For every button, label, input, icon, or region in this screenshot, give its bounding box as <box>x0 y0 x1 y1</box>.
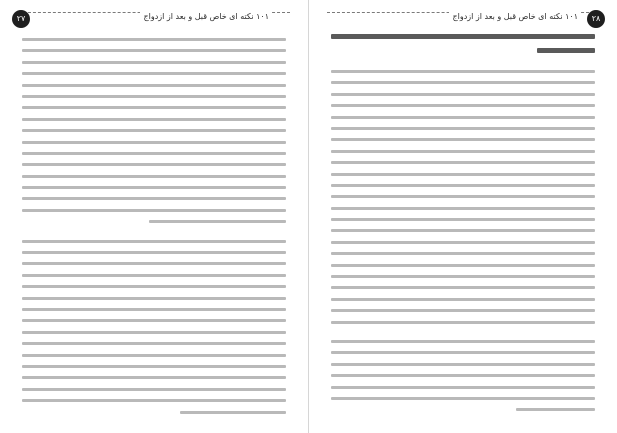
text-placeholder-line <box>331 81 595 84</box>
text-placeholder-line <box>22 399 286 402</box>
text-placeholder-line <box>22 376 286 379</box>
text-placeholder-line <box>331 241 595 244</box>
heading-placeholder-line <box>537 48 595 53</box>
page-header <box>325 12 601 26</box>
text-placeholder-line <box>22 251 286 254</box>
text-placeholder-line <box>331 184 595 187</box>
paragraph-gap <box>331 332 595 340</box>
text-placeholder-line <box>331 286 595 289</box>
text-placeholder-line <box>331 127 595 130</box>
text-placeholder-line <box>331 298 595 301</box>
left-page <box>0 0 308 433</box>
text-placeholder-line <box>331 386 595 389</box>
text-placeholder-line <box>331 309 595 312</box>
text-placeholder-line <box>331 397 595 400</box>
paragraph-gap <box>22 232 286 240</box>
text-placeholder-line <box>22 308 286 311</box>
body-text-placeholder <box>331 34 595 420</box>
text-placeholder-line <box>331 229 595 232</box>
text-placeholder-line <box>22 141 286 144</box>
text-placeholder-line <box>331 351 595 354</box>
text-placeholder-line <box>22 197 286 200</box>
text-placeholder-line <box>22 129 286 132</box>
text-placeholder-line <box>22 319 286 322</box>
text-placeholder-line <box>22 72 286 75</box>
text-placeholder-line <box>331 150 595 153</box>
text-placeholder-line <box>331 264 595 267</box>
page-number: ۲۷ <box>12 10 30 28</box>
text-placeholder-line <box>22 186 286 189</box>
text-placeholder-line <box>331 218 595 221</box>
text-placeholder-line <box>22 38 286 41</box>
text-placeholder-line <box>22 388 286 391</box>
text-placeholder-line <box>331 340 595 343</box>
text-placeholder-line <box>331 363 595 366</box>
text-placeholder-line <box>22 240 286 243</box>
running-title: ۱۰۱ نکته ای خاص قبل و بعد از ازدواج <box>140 12 272 22</box>
text-placeholder-line <box>22 152 286 155</box>
text-placeholder-line <box>331 161 595 164</box>
text-placeholder-line <box>22 106 286 109</box>
paragraph-gap <box>331 62 595 70</box>
text-placeholder-line <box>22 365 286 368</box>
text-placeholder-line <box>22 118 286 121</box>
text-placeholder-line <box>331 207 595 210</box>
text-placeholder-line <box>22 49 286 52</box>
text-placeholder-line <box>22 331 286 334</box>
text-placeholder-line <box>22 61 286 64</box>
text-placeholder-line <box>22 297 286 300</box>
text-placeholder-line <box>22 274 286 277</box>
body-text-placeholder <box>22 38 286 422</box>
text-placeholder-line <box>331 275 595 278</box>
text-placeholder-line <box>331 93 595 96</box>
text-placeholder-line <box>22 285 286 288</box>
text-placeholder-line <box>22 354 286 357</box>
text-placeholder-line <box>22 175 286 178</box>
text-placeholder-line <box>22 95 286 98</box>
page-header <box>16 12 292 26</box>
text-placeholder-line <box>331 173 595 176</box>
text-placeholder-line <box>331 104 595 107</box>
text-placeholder-line <box>22 84 286 87</box>
text-placeholder-line <box>331 321 595 324</box>
heading-placeholder-line <box>331 34 595 39</box>
text-placeholder-line <box>22 342 286 345</box>
text-placeholder-line <box>331 70 595 73</box>
right-page <box>309 0 617 433</box>
text-placeholder-line <box>149 220 286 223</box>
text-placeholder-line <box>331 138 595 141</box>
text-placeholder-line <box>180 411 286 414</box>
text-placeholder-line <box>22 262 286 265</box>
text-placeholder-line <box>516 408 595 411</box>
text-placeholder-line <box>22 163 286 166</box>
text-placeholder-line <box>331 252 595 255</box>
text-placeholder-line <box>331 374 595 377</box>
running-title: ۱۰۱ نکته ای خاص قبل و بعد از ازدواج <box>449 12 581 22</box>
page-number: ۲۸ <box>587 10 605 28</box>
text-placeholder-line <box>22 209 286 212</box>
text-placeholder-line <box>331 195 595 198</box>
text-placeholder-line <box>331 116 595 119</box>
